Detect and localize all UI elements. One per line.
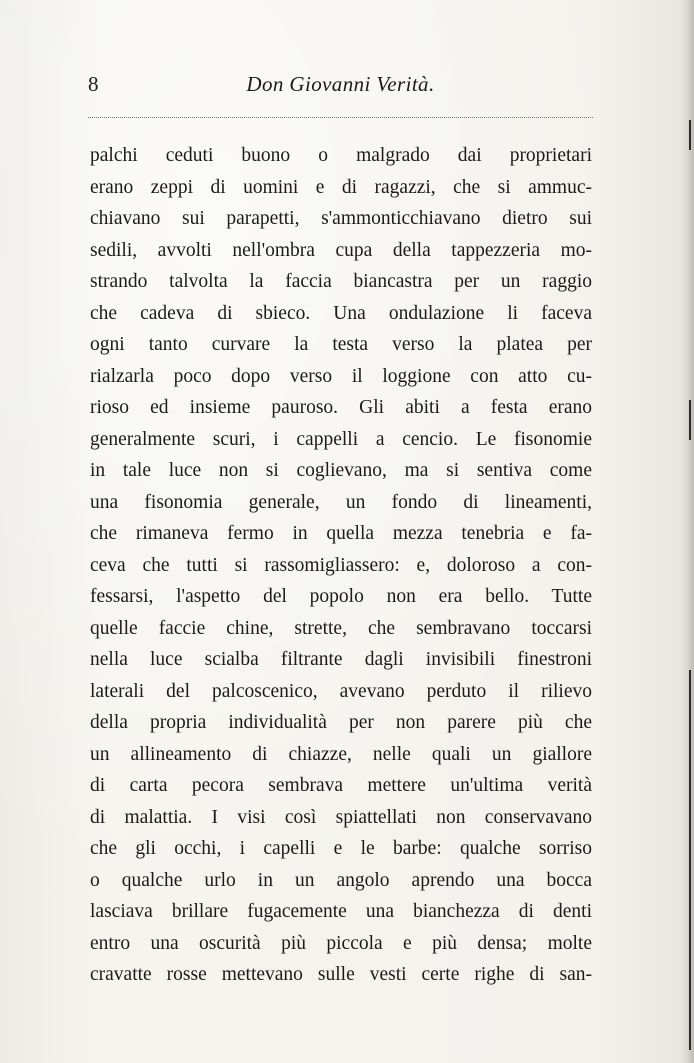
- text-line: o qualche urlo in un angolo aprendo una bocca: [90, 869, 592, 891]
- running-title: Don Giovanni Verità.: [246, 72, 435, 96]
- text-line: quelle faccie chine, strette, che sembravano toccarsi: [90, 617, 592, 639]
- text-line: sedili, avvolti nell'ombra cupa della tappezzeria mo-: [90, 239, 592, 261]
- page-edge-mark: [689, 400, 691, 440]
- text-line: rialzarla poco dopo verso il loggione con atto cu-: [90, 365, 592, 387]
- text-line: nella luce scialba filtrante dagli invisibili finestroni: [90, 649, 592, 670]
- text-line: in tale luce non si coglievano, ma si sentiva come: [90, 460, 592, 481]
- text-line: erano zeppi di uomini e di ragazzi, che si ammuc-: [90, 176, 592, 198]
- text-line: chiavano sui parapetti, s'ammonticchiavano dietro sui: [90, 208, 592, 229]
- text-line: che cadeva di sbieco. Una ondulazione li faceva: [90, 302, 592, 324]
- text-line: della propria individualità per non parere più che: [90, 712, 592, 733]
- text-line: lasciava brillare fugacemente una bianchezza di denti: [90, 901, 592, 922]
- page-edge-shadow: [680, 0, 694, 1063]
- text-line: generalmente scuri, i cappelli a cencio. Le fisonomie: [90, 428, 592, 450]
- text-line: palchi ceduti buono o malgrado dai proprietari: [90, 145, 592, 166]
- page-header: [88, 66, 593, 106]
- page-edge-mark: [689, 120, 691, 150]
- text-line: che gli occhi, i capelli e le barbe: qualche sorriso: [90, 838, 592, 859]
- text-line: di malattia. I visi così spiattellati non conservavano: [90, 806, 592, 828]
- text-line: ogni tanto curvare la testa verso la platea per: [90, 334, 592, 355]
- text-line: di carta pecora sembrava mettere un'ultima verità: [90, 775, 592, 796]
- text-line: fessarsi, l'aspetto del popolo non era bello. Tutte: [90, 586, 592, 607]
- text-line: che rimaneva fermo in quella mezza tenebria e fa-: [90, 523, 592, 544]
- text-line: laterali del palcoscenico, avevano perduto il rilievo: [90, 680, 592, 702]
- page-edge-mark: [689, 670, 691, 1050]
- text-line: strando talvolta la faccia biancastra per un raggio: [90, 271, 592, 292]
- body-text: [90, 140, 592, 991]
- text-line: rioso ed insieme pauroso. Gli abiti a festa erano: [90, 397, 592, 418]
- text-line: entro una oscurità più piccola e più densa; molte: [90, 932, 592, 954]
- header-divider: [88, 117, 593, 118]
- text-line: un allineamento di chiazze, nelle quali un giallore: [90, 743, 592, 765]
- text-line: cravatte rosse mettevano sulle vesti certe righe di san-: [90, 964, 592, 985]
- text-line: ceva che tutti si rassomigliassero: e, doloroso a con-: [90, 554, 592, 576]
- page-number: 8: [88, 72, 99, 96]
- text-line: una fisonomia generale, un fondo di lineamenti,: [90, 491, 592, 513]
